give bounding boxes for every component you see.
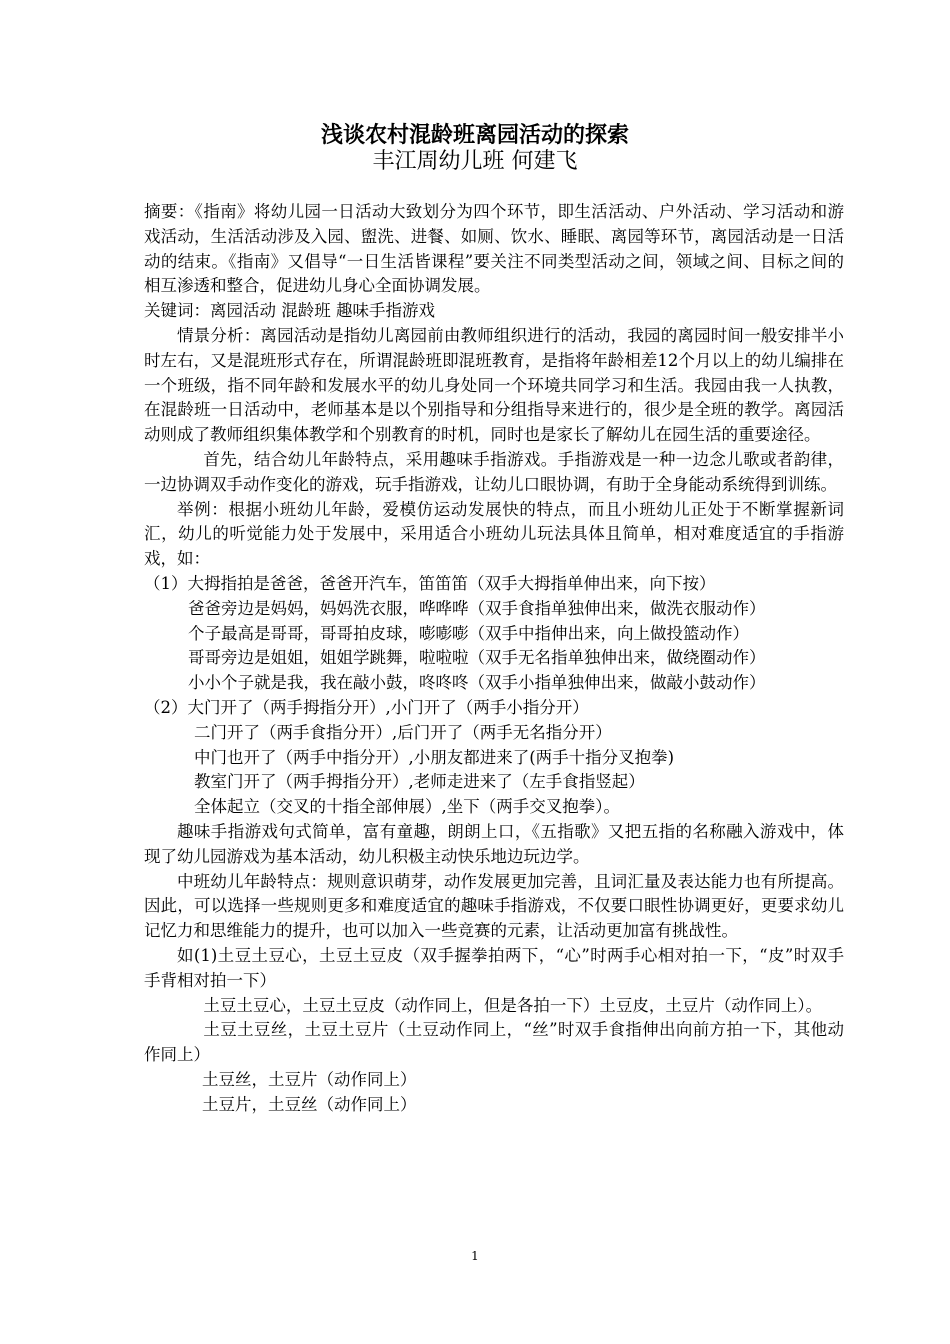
potato-game-line: 土豆土豆心，土豆土豆皮（动作同上，但是各拍一下）土豆皮，土豆片（动作同上）。 <box>203 995 823 1015</box>
game1-line: 爸爸旁边是妈妈，妈妈洗衣服，哗哗哗（双手食指单独伸出来，做洗衣服动作） <box>188 598 766 618</box>
first-paragraph: 首先，结合幼儿年龄特点，采用趣味手指游戏。手指游戏是一种一边念儿歌或者韵律，一边协调双手动作变化的游戏，玩手指游戏，让幼儿口眼协调，有助于全身能动系统得到训练。 <box>144 449 844 494</box>
middle-class-paragraph: 中班幼儿年龄特点：规则意识萌芽，动作发展更加完善，且词汇量及表达能力也有所提高。因此，可以选择一些规则更多和难度适宜的趣味手指游戏，不仅要口眼性协调更好，更要求幼儿记忆力和思维能力的提升，也可以加入一些竞赛的元素，让活动更加富有挑战性。 <box>144 871 844 941</box>
game2-line: 全体起立（交叉的十指全部伸展）,坐下（两手交叉抱拳）。 <box>194 797 620 817</box>
document-title: 浅谈农村混龄班离园活动的探索 <box>320 122 629 148</box>
interest-paragraph: 趣味手指游戏句式简单，富有童趣，朗朗上口，《五指歌》又把五指的名称融入游戏中，体现了幼儿园游戏为基本活动，幼儿积极主动快乐地边玩边学。 <box>144 821 844 866</box>
game1-line: 小小个子就是我，我在敲小鼓，咚咚咚（双手小指单独伸出来，做敲小鼓动作） <box>188 673 766 693</box>
game2-line: 二门开了（两手食指分开）,后门开了（两手无名指分开） <box>194 722 612 742</box>
situation-paragraph: 情景分析：离园活动是指幼儿离园前由教师组织进行的活动，我园的离园时间一般安排半小时左右，又是混班形式存在，所谓混龄班即混班教育，是指将年龄相差12个月以上的幼儿编排在一个班级，指不同年龄和发展水平的幼儿身处同一个环境共同学习和生活。我园由我一人执教，在混龄班一日活动中，老师基本是以个别指导和分组指导来进行的，很少是全班的教学。离园活动则成了教师组织集体教学和个别教育的时机，同时也是家长了解幼儿在园生活的重要途径。 <box>144 325 844 445</box>
potato-game-line: 土豆片，土豆丝（动作同上） <box>202 1094 417 1114</box>
abstract-paragraph: 摘要：《指南》将幼儿园一日活动大致划分为四个环节，即生活活动、户外活动、学习活动和游戏活动，生活活动涉及入园、盥洗、进餐、如厕、饮水、睡眠、离园等环节，离园活动是一日活动的结束。《指南》又倡导“一日生活皆课程”要关注不同类型活动之间，领域之间、目标之间的相互渗透和整合，促进幼儿身心全面协调发展。 <box>144 202 844 296</box>
game2-line: （2）大门开了（两手拇指分开）,小门开了（两手小指分开） <box>144 697 589 717</box>
game1-line: 个子最高是哥哥，哥哥拍皮球，嘭嘭嘭（双手中指伸出来，向上做投篮动作） <box>188 623 749 643</box>
document-author: 丰江周幼儿班 何建飞 <box>372 149 578 174</box>
example-paragraph: 举例：根据小班幼儿年龄，爱模仿运动发展快的特点，而且小班幼儿正处于不断掌握新词汇，幼儿的听觉能力处于发展中，采用适合小班幼儿玩法具体且简单，相对难度适宜的手指游戏，如： <box>144 499 844 569</box>
potato-game-line: 土豆丝，土豆片（动作同上） <box>202 1069 417 1089</box>
game1-line: 哥哥旁边是姐姐，姐姐学跳舞，啦啦啦（双手无名指单独伸出来，做绕圈动作） <box>188 648 766 668</box>
keywords-line: 关键词：离园活动 混龄班 趣味手指游戏 <box>144 301 435 321</box>
page-number: 1 <box>471 1249 479 1263</box>
game2-line: 中门也开了（两手中指分开）,小朋友都进来了(两手十指分叉抱拳) <box>194 747 675 767</box>
potato-game-line: 土豆土豆丝，土豆土豆片（土豆动作同上，“丝”时双手食指伸出向前方拍一下，其他动作同上） <box>144 1020 844 1065</box>
document-body <box>144 200 844 1117</box>
potato-game-line: 如(1)土豆土豆心，土豆土豆皮（双手握拳拍两下，“心”时两手心相对拍一下，“皮”时双手手背相对拍一下） <box>144 945 844 990</box>
game2-line: 教室门开了（两手拇指分开）,老师走进来了（左手食指竖起） <box>194 772 645 792</box>
game1-line: （1）大拇指拍是爸爸，爸爸开汽车，笛笛笛（双手大拇指单伸出来，向下按） <box>144 573 716 593</box>
